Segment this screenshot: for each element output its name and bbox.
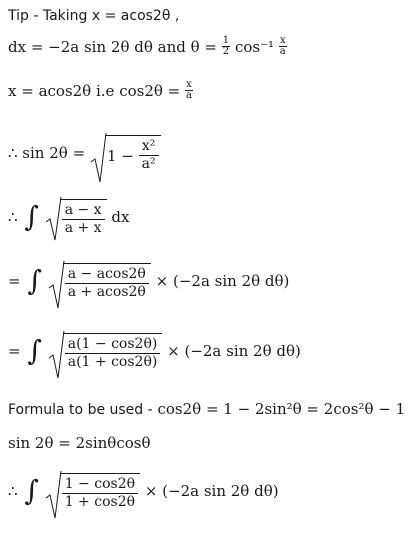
radical-sign-icon-4 (45, 470, 63, 520)
fraction-1 (62, 202, 105, 237)
half-fraction (222, 36, 230, 57)
fraction-3 (65, 336, 161, 371)
half-numerator: 1 (222, 35, 230, 46)
integral-sign-3: ∫ (27, 333, 42, 367)
fraction-4 (62, 476, 138, 511)
formula-label: Formula to be used - (8, 402, 153, 418)
integral-line-4 (8, 470, 279, 511)
fraction-2 (65, 266, 149, 301)
x-numerator: x (279, 35, 286, 46)
times-term-3: × (−2a sin 2θ dθ) (144, 481, 279, 500)
integral-sign-4: ∫ (24, 473, 39, 507)
integral-sign-2: ∫ (27, 263, 42, 297)
radicand-4 (60, 473, 140, 511)
tip-line (8, 6, 179, 24)
equals-sign-1: = (8, 271, 21, 290)
sqrt-integrand-2 (48, 260, 151, 301)
numerator-4: 1 − cos2θ (62, 476, 138, 494)
inverse-cosine: cos⁻¹ (234, 37, 274, 56)
radical-sign-icon (90, 132, 108, 184)
sqrt-integrand-1 (45, 196, 107, 237)
radical-sign-icon-2 (48, 260, 66, 310)
x-over-a-fraction-2 (185, 80, 193, 101)
sqrt-integrand-3 (48, 330, 163, 371)
sin-identity-line (8, 434, 151, 452)
therefore-symbol-2: ∴ (8, 481, 18, 500)
substitution-line (8, 80, 193, 101)
integral-line-2 (8, 260, 289, 301)
tip-text: Tip - Taking x = acos2θ , (8, 8, 180, 24)
times-term-1: × (−2a sin 2θ dθ) (155, 271, 290, 290)
x2-over-a2-fraction (139, 138, 159, 173)
numerator-1: a − x (62, 202, 105, 220)
sin-lhs: ∴ sin 2θ = (8, 143, 86, 162)
sin-identity: sin 2θ = 2sinθcosθ (8, 434, 151, 452)
sin-line (8, 132, 161, 173)
equals-sign-2: = (8, 341, 21, 360)
x-numerator-2: x (186, 79, 192, 90)
radical-sign-icon-1 (45, 196, 63, 242)
integral-line-3 (8, 330, 301, 371)
denominator-4: 1 + cos2θ (64, 494, 136, 510)
a2-denominator: a² (141, 156, 156, 172)
denominator-1: a + x (64, 220, 102, 236)
times-term-2: × (−2a sin 2θ dθ) (167, 341, 301, 360)
denominator-3: a(1 + cos2θ) (67, 354, 158, 370)
sqrt-sin (90, 132, 161, 173)
sqrt-sin-radicand (105, 135, 161, 173)
dx-term: dx (111, 207, 130, 226)
therefore-symbol: ∴ (8, 207, 18, 226)
denominator-2: a + acos2θ (67, 284, 146, 300)
radicand-1 (60, 199, 107, 237)
x-over-a-fraction (279, 36, 287, 57)
half-denominator: 2 (222, 46, 230, 57)
numerator-3: a(1 − cos2θ) (65, 336, 161, 354)
sqrt-integrand-4 (45, 470, 140, 511)
one-minus: 1 − (106, 146, 134, 165)
radical-sign-icon-3 (48, 330, 66, 380)
dx-definition-line (8, 36, 287, 57)
integral-sign-1: ∫ (24, 199, 39, 233)
numerator-2: a − acos2θ (65, 266, 149, 284)
a-denominator-2: a (186, 90, 192, 101)
formula-line (8, 400, 405, 418)
radicand-2 (63, 263, 151, 301)
radicand-3 (63, 333, 163, 371)
substitution-expression: x = acos2θ i.e cos2θ = (8, 81, 181, 100)
x2-numerator: x² (139, 138, 159, 156)
integral-line-1 (8, 196, 129, 237)
formula-expression: cos2θ = 1 − 2sin²θ = 2cos²θ − 1 (157, 400, 406, 418)
dx-expression: dx = −2a sin 2θ dθ and θ = (8, 37, 217, 56)
a-denominator: a (279, 46, 286, 57)
